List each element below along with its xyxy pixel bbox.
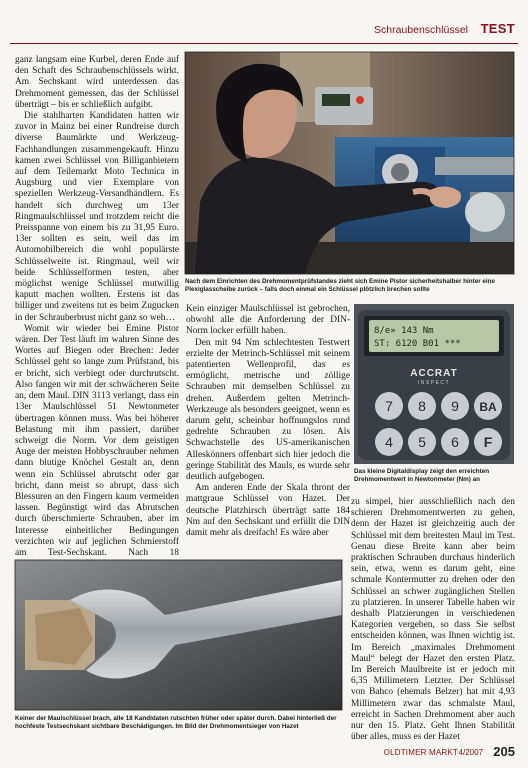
paragraph: Den mit 94 Nm schlechtesten Testwert erzielte der Metrinch-Schlüssel mit seinem patentierten Wellenprofil, das es ermöglicht, metrische und zöllige Schrauben mit demselben Schlüssel zu drehen. Außerdem gelten Metrinch-Werkzeuge als besonders geeignet, wenn es darum geht, scheinbar hoffnungslos rund gedrehte Schrauben zu lösen. Als Schwachstelle des US-amerikanischen Alleskönners offenbart sich hier jedoch die geringe Stabilität des Mauls, es wurde sehr deutlich aufgebogen. [186, 337, 350, 483]
text-column-right [351, 497, 515, 743]
caption-display-photo: Das kleine Digitaldisplay zeigt den erreichten Drehmomentwert in Newtonmeter (Nm) an [354, 468, 490, 483]
caption-top-photo: Nach dem Einrichten des Drehmomentprüfstandes zieht sich Emine Pistor sicherheitshalber hinter eine Plexiglasscheibe zurück – falls doch einmal ein Schlüssel plötzlich brechen sollte [185, 278, 496, 293]
magazine-name: OLDTIMER MARKT [383, 748, 458, 757]
caption-bottom-photo: Keiner der Maulschlüssel brach, alle 18 Kandidaten rutschten früher oder später durch. Dabei hinterließ der hochfeste Testsechskant sichtbare Beschädigungen. Im Bild der Drehmomentsieger von Hazet [15, 715, 337, 730]
section-title: Schraubenschlüssel [374, 24, 468, 36]
paragraph: ganz langsam eine Kurbel, deren Ende auf den Schaft des Schraubenschlüssels wirkt. Am Sechskant wird unterdessen das Drehmoment gemessen, das der Schlüssel überträgt – bis er schließlich aufgibt. [15, 55, 179, 110]
digital-display-device [354, 304, 514, 464]
issue-number: 4/2007 [458, 748, 483, 757]
key-f: F [483, 434, 493, 450]
key-4: 4 [385, 434, 393, 450]
photo-digital-display [354, 304, 514, 464]
text-column-left [15, 55, 179, 558]
paragraph: Die stahlharten Kandidaten hatten wir zuvor in Mainz bei einer Rundreise durch diverse Baumärkte und Werkzeug-Fachhandlungen zusammengekauft. Hinzu kamen zwei Schlüssel von Billiganbietern auf dem Teilemarkt Moto Technica in Augsburg und vier Exemplare von speziellen Werkzeug-Versandhändlern. Es handelt sich durchweg um 13er Ringmaulschlüssel und trotzdem reicht die Preisspanne von einem bis zu 31,95 Euro. 13er sollten es sein, weil das im Automobilbereich die wohl populärste Schlüsselweite ist. Ringmaul, weil wir beide Schlüsselformen testen, aber möglichst wenige Schlüssel mutwillig kaputt machen wollten. Erstens ist das billiger und zweitens tut es beim Zugucken in der Schrauberbrust nicht ganz so weh… [15, 111, 179, 323]
section-tag: TEST [480, 21, 515, 36]
page-number: 205 [493, 744, 515, 759]
text-column-middle [186, 304, 350, 558]
key-7: 7 [385, 398, 393, 414]
key-9: 9 [451, 398, 459, 414]
key-5: 5 [418, 434, 426, 450]
lcd-line-1: 8/e» 143 Nm [374, 326, 434, 336]
page-header [0, 14, 528, 42]
key-8: 8 [418, 398, 426, 414]
page-footer [0, 742, 528, 762]
key-6: 6 [451, 434, 459, 450]
paragraph: Womit wir wieder bei Emine Pistor wären. Der Test läuft im wahren Sinne des Wortes auf Biegen oder Brechen: Jeder Schlüssel geht so lange zum Prüfstand, bis er bricht, sich verbiegt oder durchrutscht. Also fangen wir mit der schwächeren Seite an, dem Maul. DIN 3113 verlangt, dass ein 13er Maulschlüssel 51 Newtonmeter übertragen können muss. Was bei höherer Belastung mit ihm passiert, darüber schweigt die Norm. Vor dem geistigen Auge der meisten Hobbyschrauber nehmen dann blutige Knöchel Gestalt an, denn wenn ein Schlüssel abrutscht oder gar bricht, dann meist so abrupt, dass sich Blessuren an den Fingern kaum vermeiden lassen. Begünstigt wird das Abrutschen durch überschmierte Schrauben, aber im Interesse einheitlicher Bedingungen verzichten wir auf jeglichen Schmierstoff am Test-Sechskant. Nach 18 [15, 323, 179, 558]
paragraph: zu simpel, hier ausschließlich nach den schieren Drehmomentwerten zu gehen, denn der Hazet ist gleichzeitig auch der Schlüssel mit dem breitesten Maul im Test. Genau diese Breite kann aber beim praktischen Schrauben durchaus hinderlich sein, etwa, wenn es darum geht, eine schmale Kontermutter zu drehen oder den Schlüssel an schwer zugänglichen Stellen zu platzieren. In unserer Tabelle haben wir deshalb Platzierungen in verschiedenen Kategorien vergeben, so dass Sie selbst entscheiden können, was Ihnen wichtig ist. Im Bereich „maximales Drehmoment Maul“ belegt der Hazet den ersten Platz. Im Bereich Maulbreite ist er jedoch mit 6,35 Millimetern Letzter. Der Schlüssel von Bahco (ehemals Belzer) hat mit 4,93 Millimetern zwar das schmalste Maul, erreicht in Sachen Drehmoment aber auch nur den 15. Platz. Geht Ihnen Stabilität über alles, muss es der Hazet [351, 497, 515, 743]
paragraph: Kein einziger Maulschlüssel ist gebrochen, obwohl alle die Anforderung der DIN-Norm locker erfüllt haben. [186, 304, 350, 337]
wrench-photo-illustration [15, 560, 342, 710]
photo-wrench-closeup [15, 560, 342, 710]
technician-photo-illustration [185, 52, 514, 274]
header-rule [10, 43, 518, 44]
device-brand: ACCRAT [410, 368, 458, 379]
key-ba: BA [479, 400, 497, 414]
photo-technician-test-bench [185, 52, 514, 274]
lcd-line-2: ST: 6120 B01 *** [374, 339, 461, 349]
device-brand-sub: INSPECT [417, 380, 451, 386]
paragraph: Am anderen Ende der Skala thront der mattgraue Schlüssel von Hazet. Der deutsche Platzhirsch überträgt satte 184 Nm auf den Sechskant und erfüllt die DIN damit mehr als dreifach! Es wäre aber [186, 483, 350, 539]
